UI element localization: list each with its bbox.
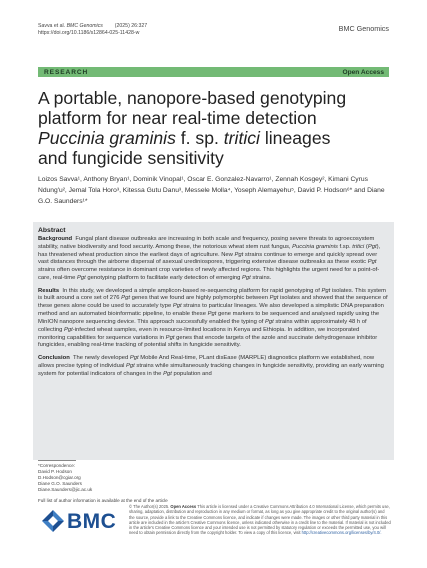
open-access-label: Open Access	[342, 68, 384, 76]
bmc-logo	[40, 508, 117, 536]
correspondence-name-1: David P. Hodson	[38, 468, 72, 474]
citation-details: (2025) 26:327	[114, 23, 148, 29]
license-statement: © The Author(s) 2025. Open Access This article is licensed under a Creative Commons Attribution 4.0 International License, which permits use, sharing, adaptation, distribution and reproduction in any medium or format, as long as you give appropriate credit to the original author(s) and the source, provide a link to the Creative Commons licence, and indicate if changes were made. The images or other third party material in this article are included in the article's Creative Commons licence, unless indicated otherwise in a credit line to the material. If material is not included in the article's Creative Commons licence and your intended use is not permitted by statutory regulation or exceeds the permitted use, you will need to obtain permission directly from the copyright holder. To view a copy of this licence, visit http://creativecommons.org/licenses/by/4.0/.	[129, 504, 391, 536]
author-info-note: Full list of author information is available at the end of the article	[38, 497, 168, 503]
title-line-2: platform for near real-time detection	[38, 108, 317, 128]
journal-name: BMC Genomics	[338, 24, 389, 33]
bmc-logo-text: BMC	[67, 510, 117, 533]
article-type-band	[38, 67, 389, 77]
section-label: RESEARCH	[44, 68, 89, 76]
abstract-heading: Abstract	[38, 227, 66, 234]
doi-link[interactable]: https://doi.org/10.1186/s12864-025-11428-w	[38, 30, 140, 37]
article-title	[38, 88, 383, 168]
abstract-background: Background Fungal plant disease outbreaks are increasing in both scale and frequency, posing severe threats to agroecosystem stability, native biodiversity and food security. Among these, the notorious wheat stem rust fungus, Puccinia graminis f.sp. tritici (Pgt), has threatened wheat production since the earliest days of agriculture. New Pgt strains continue to emerge and quickly spread over vast distances through the airborne dispersal of asexual urediniospores, triggering extensive disease outbreaks as these exotic Pgt strains often overcome resistance in dominant crop varieties of newly affected regions. This highlights the urgent need for a point-of-care, real-time Pgt genotyping platform to facilitate early detection of emerging Pgt strains.	[38, 235, 381, 282]
abstract-conclusion: Conclusion The newly developed Pgt Mobile And Real-time, PLant disEase (MARPLE) diagnostics platform we established, now allows precise typing of individual Pgt strains while simultaneously tracking changes in fungicide sensitivity, providing an early warning system for potential indicators of changes in the Pgt population and	[38, 354, 384, 377]
abstract-results: Results In this study, we developed a simple amplicon-based re-sequencing platform for rapid genotyping of Pgt isolates. This system is built around a core set of 276 Pgt genes that we found are highly polymorphic between Pgt isolates and showed that the sequence of these genes alone could be used to accurately type Pgt strains to particular lineages. We also developed a simplistic DNA preparation method and an automated bioinformatic pipeline, to enable these Pgt gene markers to be sequenced and analysed rapidly using the MinION nanopore sequencing device. This approach successfully enabled the typing of Pgt strains within approximately 48 h of collecting Pgt-infected wheat samples, even in resource-limited locations in Kenya and Ethiopia. In addition, we incorporated monitoring capabilities for sequence variations in Pgt genes that encode targets of the azole and succinate dehydrogenase inhibitor fungicides, enabling real-time tracking of potential shifts in fungicide sensitivity.	[38, 287, 388, 349]
title-line-4: and fungicide sensitivity	[38, 148, 224, 168]
correspondence-label: *Correspondence:	[38, 463, 76, 468]
correspondence-email-1[interactable]: D.Hodson@cgiar.org	[38, 474, 81, 480]
abstract-box	[33, 222, 394, 460]
title-line-3: Puccinia graminis f. sp. tritici lineages	[38, 128, 331, 148]
citation-journal: BMC Genomics	[66, 23, 103, 29]
citation-authors: Savva et al.	[38, 23, 66, 29]
correspondence-block	[38, 460, 188, 503]
bmc-logo-mark-icon	[40, 508, 66, 534]
correspondence-email-2[interactable]: Diane.Saunders@jic.ac.uk	[38, 486, 93, 492]
correspondence-rule	[38, 460, 76, 461]
license-link[interactable]: http://creativecommons.org/licenses/by/4.0/.	[301, 530, 382, 536]
author-list: Loizos Savva¹, Anthony Bryan¹, Dominik Vinopal¹, Oscar E. Gonzalez-Navarro¹, Zennah Kosgey², Kimani Cyrus Ndung'u², Jemal Tola Horo³, Kitessa Gutu Danu³, Messele Molla⁴, Yoseph Alemayehu⁵, David P. Hodson⁶* and Diane G.O. Saunders¹*	[38, 176, 385, 205]
title-line-1: A portable, nanopore-based genotyping	[38, 88, 347, 108]
correspondence-name-2: Diane G.O. Saunders	[38, 480, 82, 486]
citation-header	[38, 23, 147, 38]
